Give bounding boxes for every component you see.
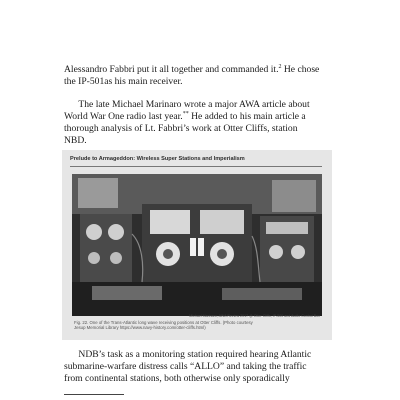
photo-credit: Michael Marinaro, AWA Review 2017 @ Otter Cliffs, IP-500 and Audio Control Box <box>189 314 320 318</box>
figure-header: Prelude to Armageddon: Wireless Super Stations and Imperialism <box>70 156 322 167</box>
text-line: from continental stations, both otherwise only sporadically <box>64 373 290 384</box>
footnote-marker[interactable]: ** <box>182 110 189 117</box>
text-line: thorough analysis of Lt. Fabbri’s work at Otter Cliffs, station <box>64 123 298 134</box>
caption-line: Fig. 22. One of the Trans-Atlantic long wave receiving positions at Otter Cliffs. (Photo courtesy <box>74 320 253 325</box>
text-line: NBD. <box>64 135 87 146</box>
footnote-marker[interactable]: 2 <box>278 63 282 70</box>
text-line: World War One radio last year.** He added to his main article a <box>64 110 306 122</box>
text-line: NDB’s task as a monitoring station required hearing Atlantic <box>64 349 312 360</box>
footnote-divider <box>64 394 124 395</box>
paragraph-3 <box>64 349 334 385</box>
text-line: the IP-501as his main receiver. <box>64 76 183 87</box>
text-line: submarine-warfare distress calls “ALLO” and taking the traffic <box>64 361 307 372</box>
figure-scan <box>62 150 332 340</box>
text-line: Alessandro Fabbri put it all together and commanded it.$^2$ He chose <box>64 63 320 75</box>
radio-station-photo <box>72 174 322 316</box>
caption-line: Jesup Memorial Library https://www.navy-history.com/otter-cliffs.html) <box>74 325 206 331</box>
figure-caption <box>74 320 320 330</box>
paragraph-2 <box>64 99 334 147</box>
text-line: The late Michael Marinaro wrote a major AWA article about <box>64 99 310 110</box>
paragraph-1 <box>64 64 334 88</box>
